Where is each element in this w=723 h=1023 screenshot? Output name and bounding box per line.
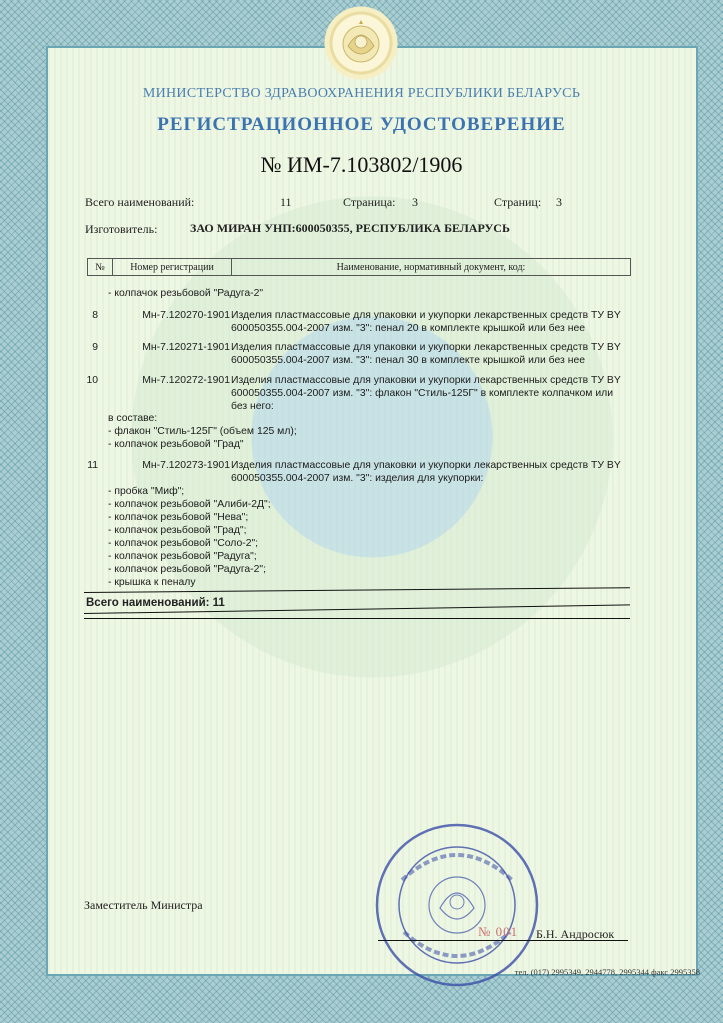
table-header — [87, 258, 631, 276]
row-reg: Мн-7.120270-1901 — [142, 310, 230, 321]
summary-total: Всего наименований: 11 — [86, 597, 225, 609]
intro-item: - колпачок резьбовой "Радуга-2" — [108, 288, 264, 299]
certificate-number: № ИМ-7.103802/1906 — [260, 152, 463, 177]
row-reg: Мн-7.120272-1901 — [142, 375, 230, 386]
list-item: - колпачок резьбовой "Соло-2"; — [108, 538, 259, 549]
col-num: № — [88, 259, 113, 276]
pages-value: 3 — [556, 195, 562, 209]
row-desc: Изделия пластмассовые для упаковки и укупорки лекарственных средств ТУ BY 600050355.004-2007 изм. "3": пенал 30 в комплекте крышкой или без нее — [231, 342, 621, 366]
list-item: - крышка к пеналу — [108, 577, 196, 588]
pages-label: Страниц: — [494, 195, 542, 209]
signatory-name: Б.Н. Андросюк — [536, 927, 615, 941]
page-label: Страница: — [343, 195, 396, 209]
list-item: - колпачок резьбовой "Град" — [108, 439, 244, 450]
page-value: 3 — [412, 195, 418, 209]
state-emblem — [324, 6, 398, 80]
summary-line-base — [84, 618, 630, 619]
row11-components — [108, 485, 271, 589]
list-item: в составе: — [108, 413, 158, 424]
list-item: - колпачок резьбовой "Град"; — [108, 525, 247, 536]
row-num: 10 — [86, 375, 98, 386]
row-num: 9 — [92, 342, 98, 353]
signatory-position: Заместитель Министра — [84, 898, 203, 912]
row-num: 11 — [87, 460, 98, 471]
official-stamp — [372, 820, 542, 990]
row-desc: Изделия пластмассовые для упаковки и укупорки лекарственных средств ТУ BY 600050355.004-2007 изм. "3": изделия для укупорки: — [231, 460, 621, 484]
row-reg: Мн-7.120273-1901 — [142, 460, 230, 471]
footer-contacts: тел. (017) 2995349, 2944778, 2995344 факс 2995358 — [514, 967, 700, 977]
list-item: - колпачок резьбовой "Радуга-2"; — [108, 564, 266, 575]
list-item: - колпачок резьбовой "Нева"; — [108, 512, 249, 523]
total-label: Всего наименований: — [85, 195, 195, 209]
row-desc: Изделия пластмассовые для упаковки и укупорки лекарственных средств ТУ BY 600050355.004-2007 изм. "3": пенал 20 в комплекте крышкой или без нее — [231, 310, 621, 334]
row-num: 8 — [92, 310, 98, 321]
serial-number: № 001 — [478, 924, 519, 939]
ministry-name: МИНИСТЕРСТВО ЗДРАВООХРАНЕНИЯ РЕСПУБЛИКИ БЕЛАРУСЬ — [142, 86, 581, 101]
manufacturer-value: ЗАО МИРАН УНП:600050355, РЕСПУБЛИКА БЕЛАРУСЬ — [190, 221, 510, 235]
manufacturer-label: Изготовитель: — [85, 222, 158, 236]
total-value: 11 — [280, 195, 292, 209]
col-desc: Наименование, нормативный документ, код: — [232, 259, 631, 276]
row-desc: Изделия пластмассовые для упаковки и укупорки лекарственных средств ТУ BY 600050355.004-2007 изм. "3": флакон "Стиль-125Г" в комплекте колпачком или без него: — [231, 375, 621, 412]
list-item: - колпачок резьбовой "Радуга"; — [108, 551, 257, 562]
list-item: - колпачок резьбовой "Алиби-2Д"; — [108, 499, 271, 510]
col-reg: Номер регистрации — [113, 259, 232, 276]
row10-components — [108, 412, 297, 451]
document-title: РЕГИСТРАЦИОННОЕ УДОСТОВЕРЕНИЕ — [157, 114, 566, 135]
list-item: - флакон "Стиль-125Г" (объем 125 мл); — [108, 426, 297, 437]
row-reg: Мн-7.120271-1901 — [142, 342, 230, 353]
list-item: - пробка "Миф"; — [108, 486, 185, 497]
